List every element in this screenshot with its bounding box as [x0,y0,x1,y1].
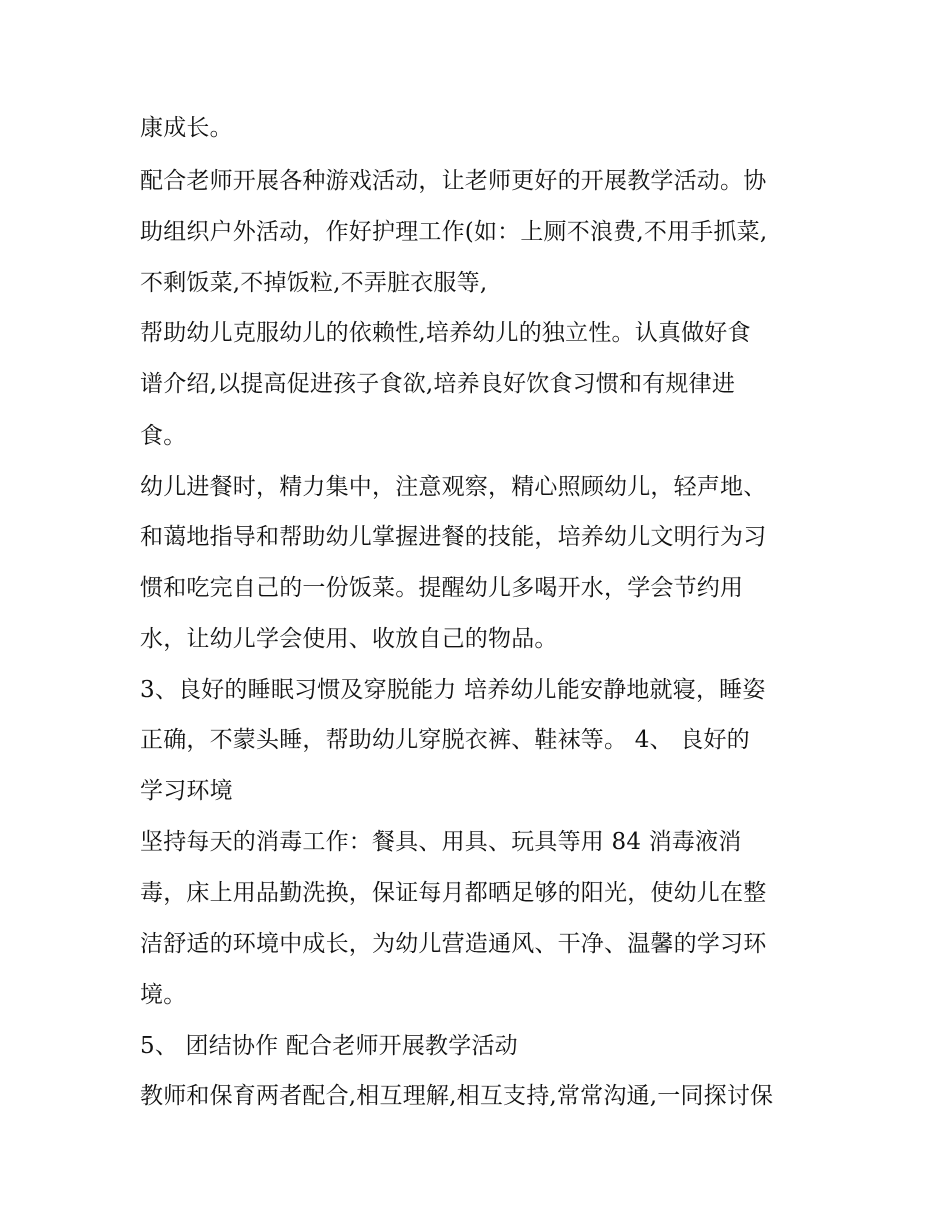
text-line: 教师和保育两者配合,相互理解,相互支持,常常沟通,一同探讨保 [140,1083,774,1109]
text-line: 助组织户外活动，作好护理工作(如：上厕不浪费,不用手抓菜, [140,219,768,245]
text-line: 幼儿进餐时，精力集中，注意观察，精心照顾幼儿，轻声地、 [140,474,767,500]
text-line: 正确，不蒙头睡，帮助幼儿穿脱衣裤、鞋袜等。 4、 良好的 [140,727,750,753]
text-line: 帮助幼儿克服幼儿的依赖性,培养幼儿的独立性。认真做好食 [140,320,751,346]
text-line: 康成长。 [140,115,233,141]
text-line: 学习环境 [140,778,233,804]
text-line: 和蔼地指导和帮助幼儿掌握进餐的技能，培养幼儿文明行为习 [140,524,767,550]
text-line: 食。 [140,423,187,449]
text-line: 坚持每天的消毒工作：餐具、用具、玩具等用 84 消毒液消 [140,829,742,855]
text-line: 5、 团结协作 配合老师开展教学活动 [140,1033,518,1059]
text-line: 洁舒适的环境中成长，为幼儿营造通风、干净、温馨的学习环 [140,931,767,957]
text-line: 3、良好的睡眠习惯及穿脱能力 培养幼儿能安静地就寝，睡姿 [140,677,766,703]
text-line: 毒，床上用品勤洗换，保证每月都晒足够的阳光，使幼儿在整 [140,880,767,906]
text-line: 惯和吃完自己的一份饭菜。提醒幼儿多喝开水，学会节约用 [140,575,744,601]
text-line: 境。 [140,982,187,1008]
text-line: 谱介绍,以提高促进孩子食欲,培养良好饮食习惯和有规律进 [140,371,736,397]
text-line: 配合老师开展各种游戏活动，让老师更好的开展教学活动。协 [140,168,767,194]
text-line: 水，让幼儿学会使用、收放自己的物品。 [140,626,558,652]
text-line: 不剩饭菜,不掉饭粒,不弄脏衣服等, [140,270,488,296]
